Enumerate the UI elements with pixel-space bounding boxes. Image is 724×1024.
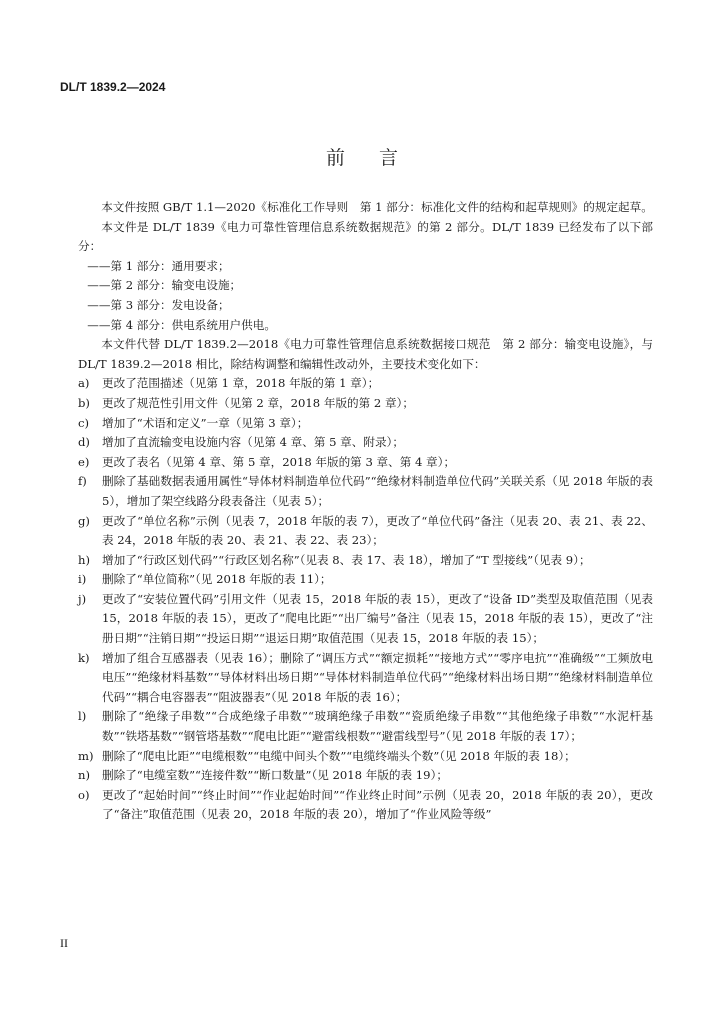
change-item xyxy=(78,472,653,511)
change-item xyxy=(78,649,653,708)
change-item-text: 增加了“行政区划代码”“行政区划名称”（见表 8、表 17、表 18），增加了“T 型接线”（见表 9）； xyxy=(102,552,591,567)
change-item-marker: k) xyxy=(78,650,90,665)
change-item-text: 删除了基础数据表通用属性“导体材料制造单位代码”“绝缘材料制造单位代码”关联关系（见 2018 年版的表 5），增加了架空线路分段表备注（见表 5）； xyxy=(102,474,653,508)
change-item-marker: h) xyxy=(78,552,90,567)
change-item-marker: c) xyxy=(78,415,90,430)
change-item-text: 更改了“安装位置代码”引用文件（见表 15，2018 年版的表 15），更改了“设备 ID”类型及取值范围（见表 15，2018 年版的表 15），更改了“爬电比距”“出厂编号”备注（见表 15，2018 年版的表 15），更改了“注册日期”“注销日期”“投运日期”“退运日期”取值范围（见表 15，2018 年版的表 15）； xyxy=(102,591,653,646)
part-list-item: ——第 1 部分：通用要求； xyxy=(87,258,230,273)
section-title: 前言 xyxy=(325,147,432,169)
change-item-text: 删除了“单位简称”（见 2018 年版的表 11）； xyxy=(102,572,332,587)
change-item xyxy=(78,394,653,414)
change-item-text: 删除了“爬电比距”“电缆根数”“电缆中间头个数”“电缆终端头个数”（见 2018 年版的表 18）； xyxy=(102,748,576,763)
change-item-marker: a) xyxy=(78,376,90,391)
change-item-text: 增加了直流输变电设施内容（见第 4 章、第 5 章、附录）； xyxy=(102,435,404,450)
change-item xyxy=(78,414,653,434)
change-item-marker: d) xyxy=(78,435,90,450)
change-item-text: 增加了“术语和定义”一章（见第 3 章）； xyxy=(102,415,309,430)
change-item xyxy=(78,766,653,786)
change-item-marker: l) xyxy=(78,709,87,724)
change-item-marker: m) xyxy=(78,748,94,763)
change-item-text: 更改了表名（见第 4 章、第 5 章，2018 年版的第 3 章、第 4 章）； xyxy=(102,454,456,469)
change-item xyxy=(78,374,653,394)
change-item-text: 更改了范围描述（见第 1 章，2018 年版的第 1 章）； xyxy=(102,376,380,391)
replacement-paragraph: 本文件代替 DL/T 1839.2—2018《电力可靠性管理信息系统数据接口规范 第 2 部分：输变电设施》，与 DL/T 1839.2—2018 相比，除结构调整和编辑性改动外，主要技术变化如下： xyxy=(78,337,653,371)
change-item-text: 删除了“电缆室数”“连接件数”“断口数量”（见 2018 年版的表 19）； xyxy=(102,768,448,783)
change-item-text: 更改了“单位名称”示例（见表 7，2018 年版的表 7），更改了“单位代码”备注（见表 20、表 21、表 22、表 24，2018 年版的表 20、表 21、表 22、表 23）； xyxy=(102,513,653,548)
change-item xyxy=(78,707,653,746)
part-list-item: ——第 2 部分：输变电设施； xyxy=(87,278,242,293)
change-item-text: 删除了“绝缘子串数”“合成绝缘子串数”“玻璃绝缘子串数”“瓷质绝缘子串数”“其他绝缘子串数”“水泥杆基数”“铁塔基数”“钢管塔基数”“爬电比距”“避雷线根数”“避雷线型号”（见 2018 年版的表 17）； xyxy=(102,709,653,744)
change-item-text: 更改了规范性引用文件（见第 2 章，2018 年版的第 2 章）； xyxy=(102,395,414,410)
change-item-marker: j) xyxy=(78,591,87,606)
change-item-marker: n) xyxy=(78,768,90,783)
change-item xyxy=(78,590,653,649)
change-item-marker: o) xyxy=(78,787,90,802)
change-item-marker: f) xyxy=(78,474,87,489)
change-item xyxy=(78,512,653,551)
change-item-text: 更改了“起始时间”“终止时间”“作业起始时间”“作业终止时间”示例（见表 20，2018 年版的表 20），更改了“备注”取值范围（见表 20，2018 年版的表 20），增加了“作业风险等级” xyxy=(102,787,653,822)
change-item-text: 增加了组合互感器表（见表 16）；删除了“调压方式”“额定损耗”“接地方式”“零序电抗”“准确级”“工频放电电压”“绝缘材料基数”“导体材料出场日期”“导体材料制造单位代码”“绝缘材料出场日期”“绝缘材料制造单位代码”“耦合电容器表”“阻波器表”（见 2018 年版的表 16）； xyxy=(102,650,653,704)
page-number: II xyxy=(60,936,68,950)
change-item-marker: b) xyxy=(78,395,90,410)
part-list-item: ——第 3 部分：发电设备； xyxy=(87,297,230,312)
part-list-item: ——第 4 部分：供电系统用户供电。 xyxy=(87,317,276,332)
body-content xyxy=(78,198,653,825)
document-id: DL/T 1839.2—2024 xyxy=(60,80,166,94)
intro-paragraph: 本文件按照 GB/T 1.1—2020《标准化工作导则 第 1 部分：标准化文件的结构和起草规则》的规定起草。 xyxy=(101,200,653,214)
change-item xyxy=(78,453,653,473)
change-item-marker: i) xyxy=(78,572,87,587)
change-item-marker: g) xyxy=(78,513,90,528)
change-item xyxy=(78,433,653,453)
change-item xyxy=(78,551,653,571)
change-item-marker: e) xyxy=(78,454,90,469)
intro-paragraph: 本文件是 DL/T 1839《电力可靠性管理信息系统数据规范》的第 2 部分。DL/T 1839 已经发布了以下部分： xyxy=(78,219,653,254)
change-item xyxy=(78,786,653,825)
change-item xyxy=(78,747,653,767)
change-item xyxy=(78,570,653,590)
